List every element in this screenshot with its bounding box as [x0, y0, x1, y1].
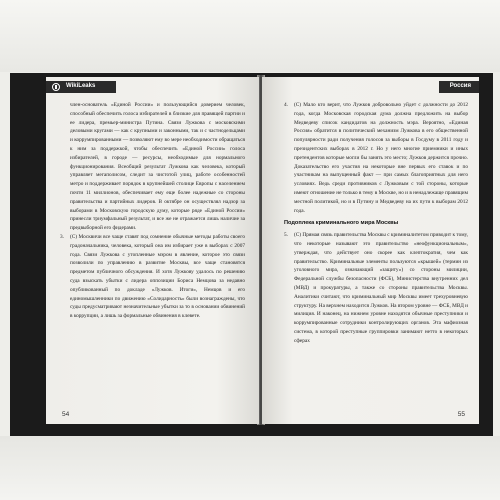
paragraph-number: 4. [284, 102, 288, 108]
wikileaks-logo-icon [52, 83, 60, 91]
paragraph-text: член-основатель «Единой России» и пользующийся доверием человек, способный обеспечить голоса избирателей в близкие для правящей партии и ее лидера, премьер-министра Путина. Связи Лужкова с московскими деловыми кругами — как с крупными и законными, так и с частнодельцами и коррумпированными — позволяют ему во мере необходимости обращаться к ним за поддержкой, чтобы обеспечить «Единой России» голоса избирателей, в городе — ресурсы, необходимые для нормального функционирования. Всеобщий результат Лужкова как человека, который управляет мегаполисом, следит за чистотой улиц, работе особенностей метро и поддерживает порядок в крупнейшей столице Европы с населением почти 11 миллионов, обеспечивает ему еще более надежные со стороны правительства и партийных лидеров. В октябре он осуществлял надзор за выборами в Московскую городскую думу, которые ряде «Единой России» принесли триумфальный результат, и все же не отражается лишь наличие за предвыборной его фидерами. [70, 102, 245, 232]
page-number: 55 [457, 411, 465, 418]
running-head-title: Россия [449, 83, 471, 89]
section-heading: Подоплека криминального мира Москвы [284, 220, 399, 227]
right-page [262, 77, 479, 424]
running-head-title: WikiLeaks [66, 83, 96, 89]
left-page-body [60, 101, 245, 321]
running-head-bar [46, 81, 116, 93]
running-head-bar [439, 81, 479, 93]
paragraph-text: (С) Мало кто верит, что Лужков добровольно уйдет с должности до 2012 года, когда Московская городская дума должна предложить на выбор Медведеву список кандидатов на должность мэра. Вероятно, «Единая Россия» обратится в политический механизм Лужкова в его общественной популярности ради получения голосов за выборы в Госдуму в 2011 году и президентских выборах в 2012 г. Но у него многие приемники и иных претендентов которые могли бы занять это место; Лужков держится прочно. Доказательство его участия на некоторые вне первых его ставок и по участникам на выпущенный факт — при самых благоприятных для него условиях. Ведь среди противников с Лужковым с той стороны, которые имеют отношение не только в тему в Москве, но и в ненадлежаще правящим местной политикой, но и в Путину и Медведеву на их пути к выборам 2012 года. [294, 102, 468, 214]
paragraph-text: (С) Москвичи все чаще ставят под сомнение обычные методы работы своего градоначальника, человека, который она им избирает уже в выборах с 2007 года. Связи Лужкова с утопленные мэром в явление, которое это связи позволили по управлению в развитие Москвы, все чаще становятся предметом публичного обсуждения. И хотя Лужкову удалось по решению суда взыскать убытки с лидера оппозиции Бориса Немцова за недавно опубликованный по докладе «Лужков. Итоги», Немцов и его единомышленники по движению «Солидарность» были вознаграждены, что суды предусматривают незначительные убытки за то в основании обвинений в коррупции, а лишь за формальные обвинения в клевете. [70, 233, 245, 320]
numbered-paragraph [284, 231, 468, 345]
right-page-body [284, 101, 468, 346]
right-running-head [262, 81, 479, 93]
page-number: 54 [62, 411, 70, 418]
paragraph-number: 5. [284, 232, 288, 239]
paragraph-text: (С) Прямая связь правительства Москвы с криминалитетом приводит к тому, что некоторые называют это правительство «неофункциональным», утверждая, что действует оно скорее как клептократия, чем как правительство. Криминальные элементы пользуются «крышей» (термин из уголовного мира, означающий «защиту») со стороны милиции, Федеральной службы безопасности (ФСБ), Министерства внутренних дел (МВД) и прокуратуры, а также со стороны правительства Москвы. Аналитики считают, что криминальный мир Москвы имеет трехуровневую структуру. На верхнем находится Лужков. На втором уровне — ФСБ, МВД и милиция. И наконец, на нижнем уровне находятся обычные преступники и коррумпированные сотрудники контролирующих органов. Эта мафиозная система, в которой преступные группировки занимают нетто в некоторых сферах [294, 232, 468, 344]
numbered-paragraph [284, 101, 468, 215]
left-running-head [46, 81, 259, 93]
photo-background-bottom [0, 436, 500, 500]
paragraph [60, 101, 245, 233]
photo-background-top [0, 0, 500, 72]
numbered-paragraph [60, 233, 245, 321]
left-page [46, 77, 259, 424]
paragraph-number: 3. [60, 233, 64, 240]
